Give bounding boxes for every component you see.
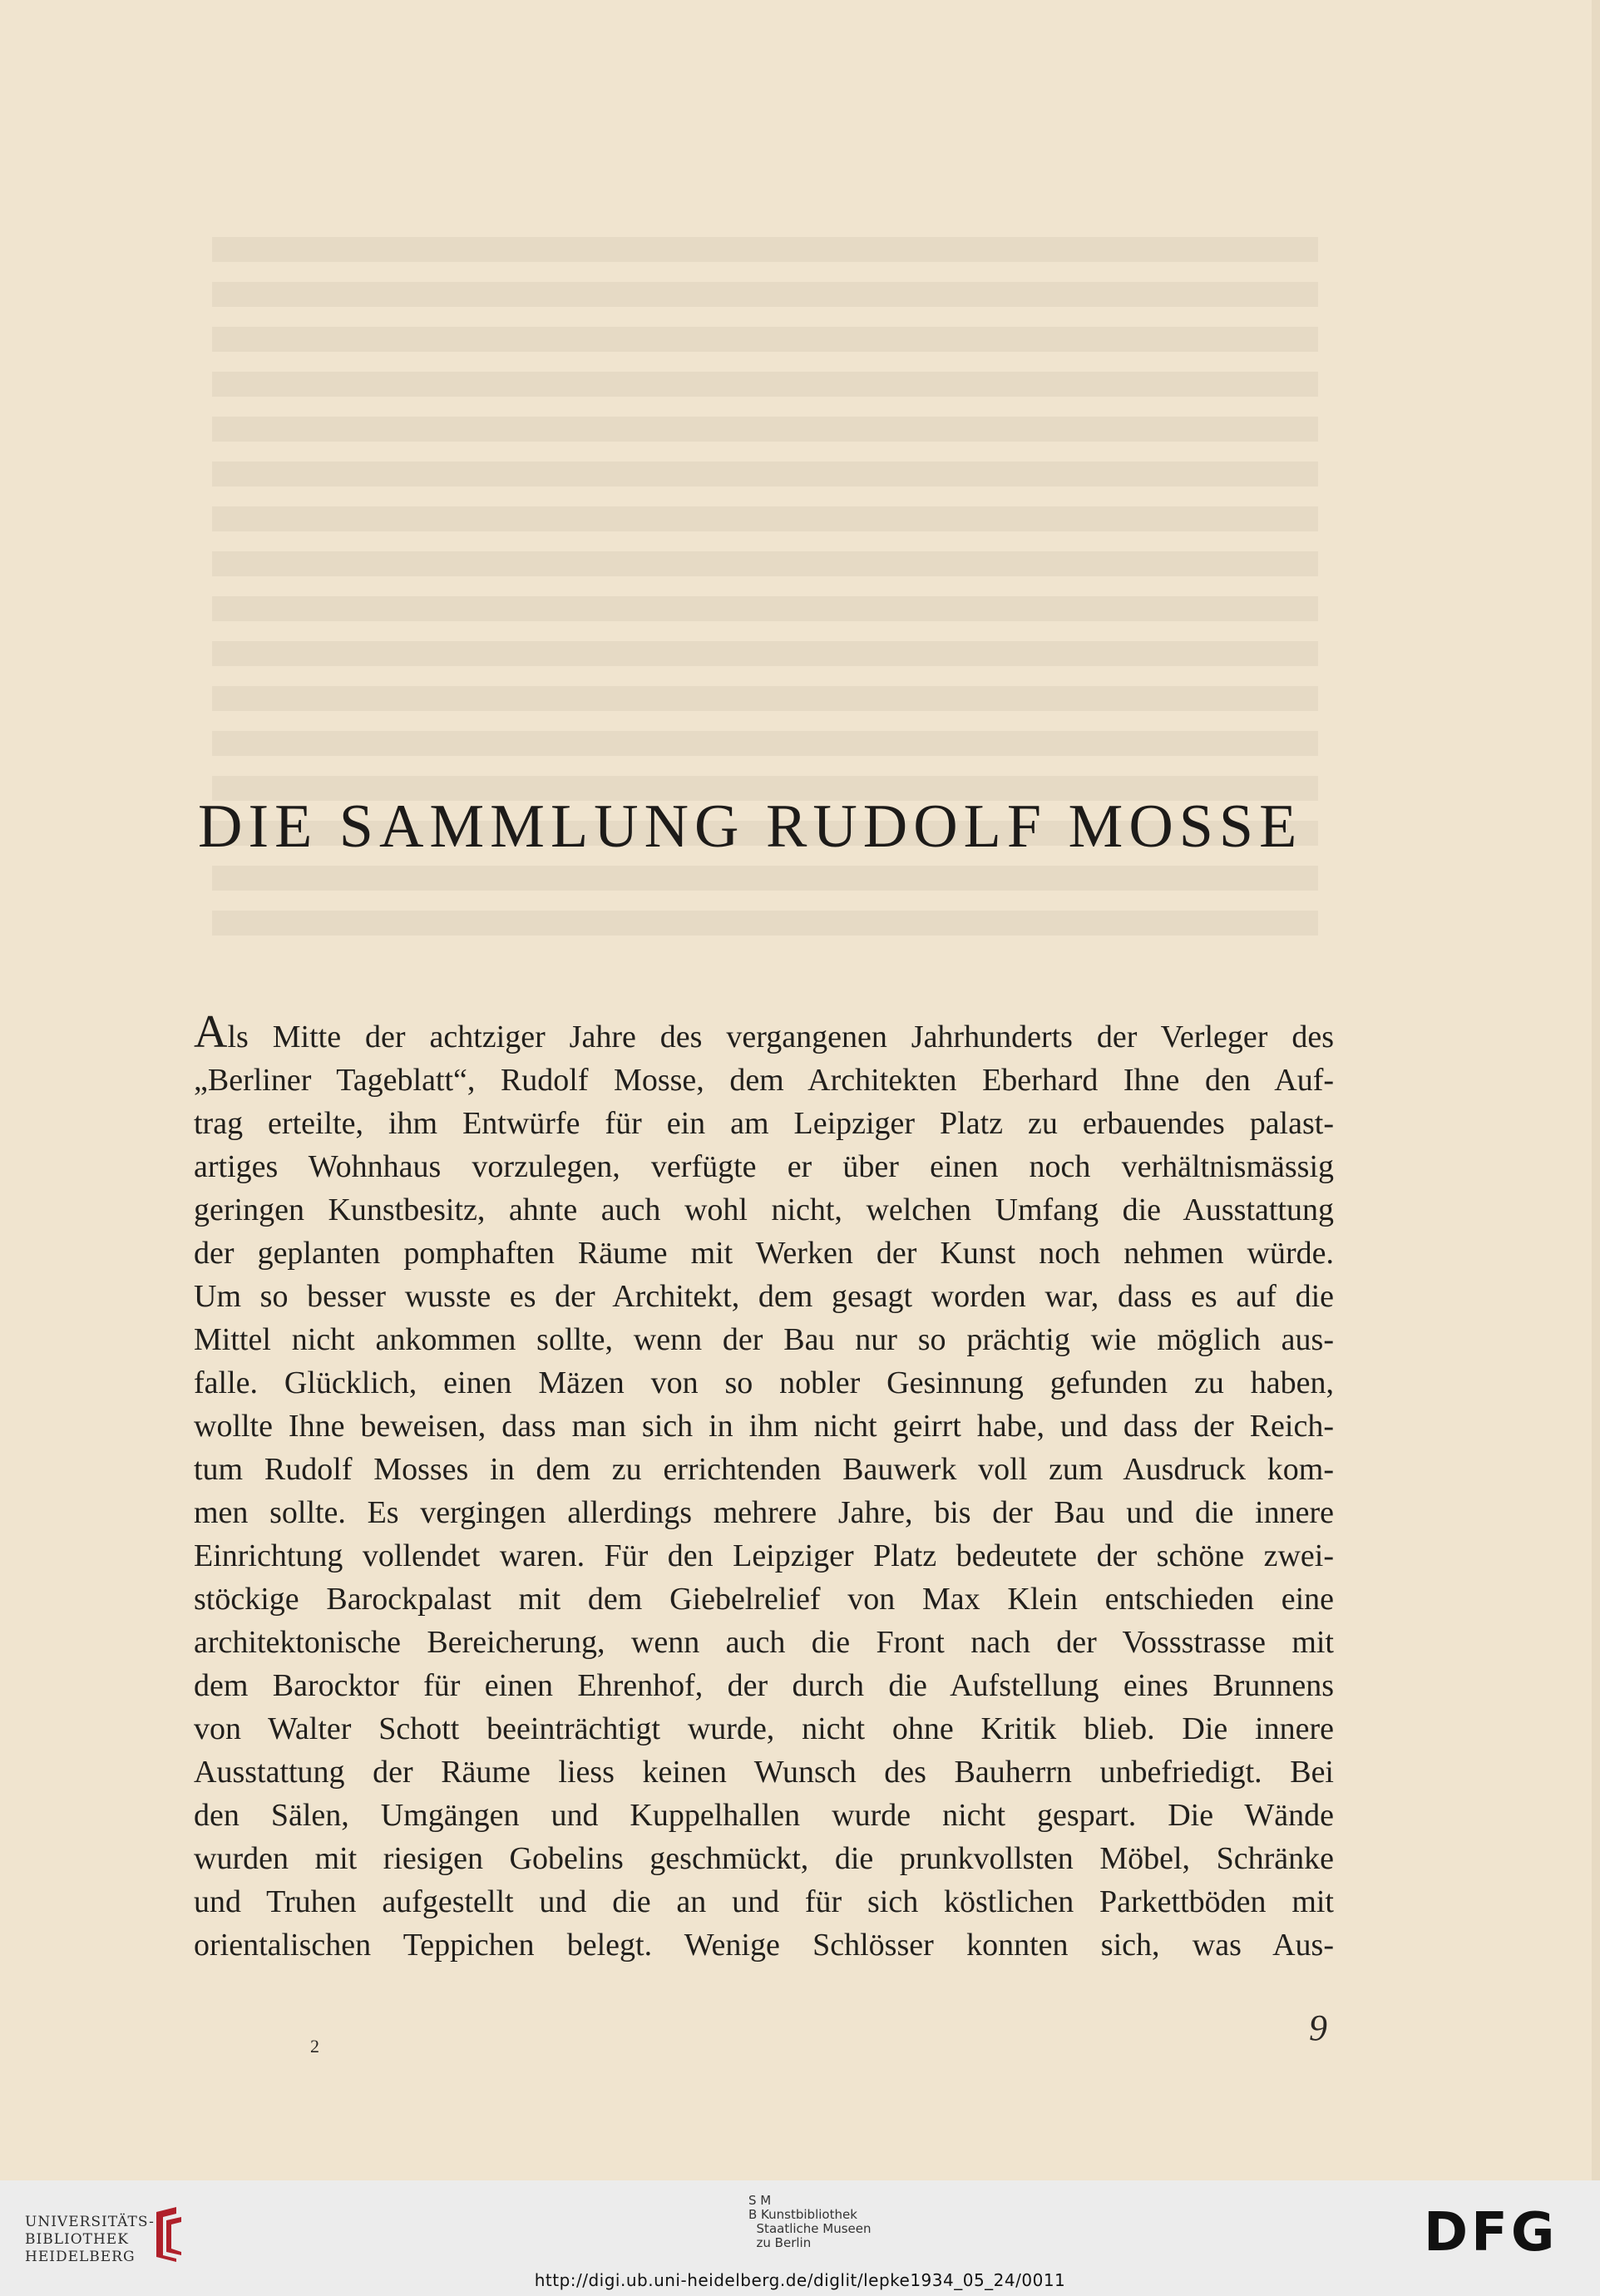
text-line: und Truhen aufgestellt und die an und für sich köstlichen Parkettböden mit [194,1884,1334,1919]
text-line: trag erteilte, ihm Entwürfe für ein am Leipziger Platz zu erbauendes palast- [194,1106,1334,1141]
dfg-logo-icon[interactable] [1424,2204,1573,2257]
text-line: „Berliner Tageblatt“, Rudolf Mosse, dem Architekten Eberhard Ihne den Auf- [194,1063,1334,1098]
text-line: den Sälen, Umgängen und Kuppelhallen wurde nicht gespart. Die Wände [194,1798,1334,1833]
bleed-through-shadow [212,237,1318,985]
text-line: men sollte. Es vergingen allerdings mehrere Jahre, bis der Bau und die innere [194,1495,1334,1530]
text-line: wollte Ihne beweisen, dass man sich in ihm nicht geirrt habe, und dass der Reich- [194,1409,1334,1444]
text-line-rest: ls Mitte der achtziger Jahre des vergangenen Jahrhunderts der Verleger des [227,1020,1334,1054]
text-line: der geplanten pomphaften Räume mit Werken der Kunst noch nehmen würde. [194,1236,1334,1271]
dfg-logo-text: DFG [1424,2204,1558,2257]
source-url-link[interactable]: http://digi.ub.uni-heidelberg.de/diglit/lepke1934_05_24/0011 [534,2270,1066,2290]
page-title: DIE SAMMLUNG RUDOLF MOSSE [198,792,1303,861]
text-line: Ausstattung der Räume liess keinen Wunsch des Bauherrn unbefriedigt. Bei [194,1755,1334,1790]
text-line: von Walter Schott beeinträchtigt wurde, nicht ohne Kritik blieb. Die innere [194,1711,1334,1746]
text-line: tum Rudolf Mosses in dem zu errichtenden Bauwerk voll zum Ausdruck kom- [194,1452,1334,1487]
university-library-name: UNIVERSITÄTS- BIBLIOTHEK HEIDELBERG [25,2214,155,2265]
university-logo-icon[interactable] [150,2205,188,2264]
text-line: Mittel nicht ankommen sollte, wenn der Bau nur so prächtig wie möglich aus- [194,1322,1334,1357]
text-line: Um so besser wusste es der Architekt, dem gesagt worden war, dass es auf die [194,1279,1334,1314]
text-line: falle. Glücklich, einen Mäzen von so nobler Gesinnung gefunden zu haben, [194,1365,1334,1400]
text-line: artiges Wohnhaus vorzulegen, verfügte er über einen noch verhältnismässig [194,1149,1334,1184]
text-line: stöckige Barockpalast mit dem Giebelrelief von Max Klein entschieden eine [194,1582,1334,1617]
text-line: architektonische Bereicherung, wenn auch die Front nach der Vossstrasse mit [194,1625,1334,1660]
initial-letter: A [194,1006,228,1058]
page-number: 9 [1309,2007,1327,2048]
text-line: orientalischen Teppichen belegt. Wenige Schlösser konnten sich, was Aus- [194,1928,1334,1963]
text-line: wurden mit riesigen Gobelins geschmückt, die prunkvollsten Möbel, Schränke [194,1841,1334,1876]
kunstbibliothek-credit: S M B Kunstbibliothek Staatliche Museen zu Berlin [748,2193,872,2250]
page-edge [1592,0,1600,2180]
body-text [194,1006,1334,1967]
text-line [194,1006,1334,1059]
text-line: Einrichtung vollendet waren. Für den Leipziger Platz bedeutete der schöne zwei- [194,1538,1334,1573]
text-line: geringen Kunstbesitz, ahnte auch wohl nicht, welchen Umfang die Ausstattung [194,1192,1334,1227]
text-line: dem Barocktor für einen Ehrenhof, der durch die Aufstellung eines Brunnens [194,1668,1334,1703]
signature-mark: 2 [310,2036,319,2057]
